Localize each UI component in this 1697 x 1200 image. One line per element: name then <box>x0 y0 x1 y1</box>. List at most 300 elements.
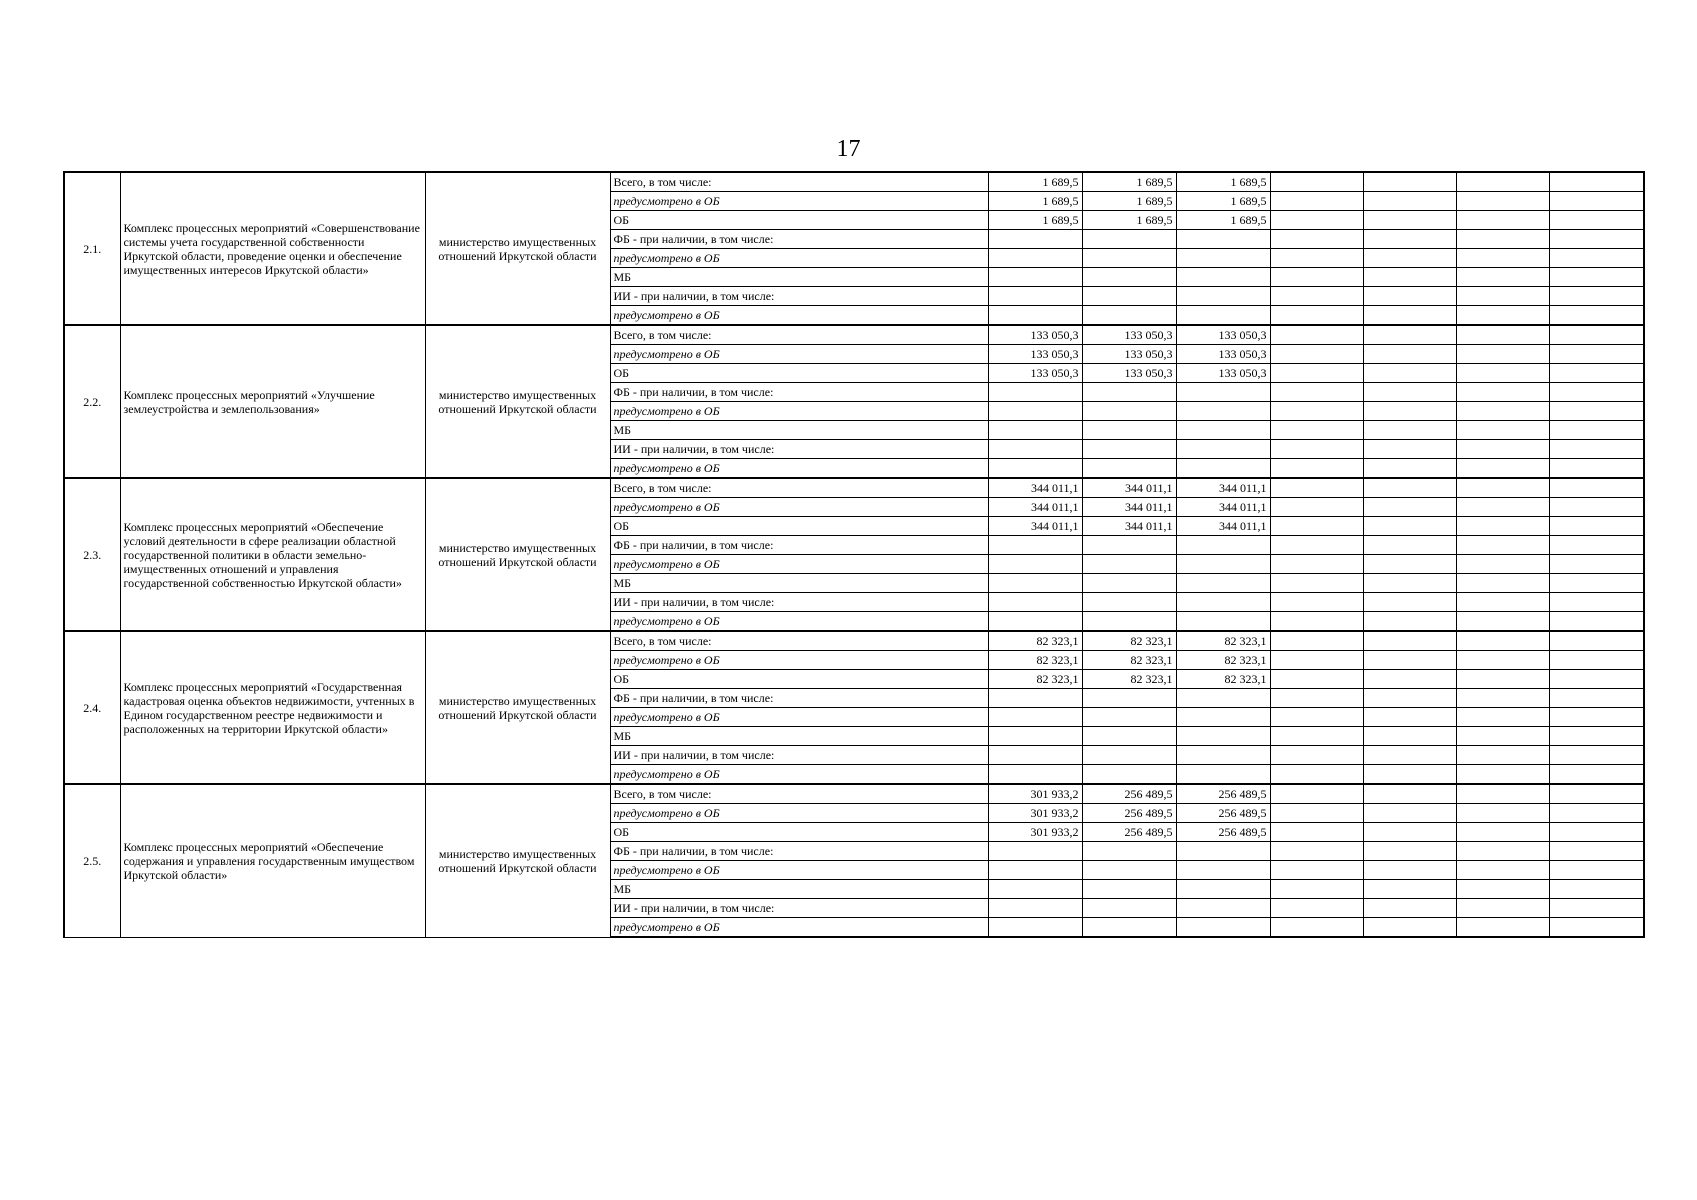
empty-cell <box>1270 823 1363 842</box>
value-cell: 133 050,3 <box>1082 325 1176 345</box>
value-cell: 1 689,5 <box>988 192 1082 211</box>
empty-cell <box>1549 536 1644 555</box>
empty-cell <box>1549 842 1644 861</box>
value-cell: 344 011,1 <box>1176 478 1270 498</box>
funding-source: ФБ - при наличии, в том числе: <box>610 842 988 861</box>
empty-cell <box>1363 325 1456 345</box>
funding-source: МБ <box>610 574 988 593</box>
empty-cell <box>1363 517 1456 536</box>
budget-table <box>63 171 1645 938</box>
funding-source: предусмотрено в ОБ <box>610 402 988 421</box>
value-cell <box>1082 306 1176 326</box>
value-cell <box>1082 842 1176 861</box>
empty-cell <box>1363 364 1456 383</box>
value-cell: 82 323,1 <box>988 670 1082 689</box>
empty-cell <box>1270 383 1363 402</box>
empty-cell <box>1270 631 1363 651</box>
empty-cell <box>1270 421 1363 440</box>
empty-cell <box>1270 192 1363 211</box>
funding-source: Всего, в том числе: <box>610 784 988 804</box>
value-cell <box>988 765 1082 785</box>
empty-cell <box>1456 804 1549 823</box>
funding-source: ФБ - при наличии, в том числе: <box>610 689 988 708</box>
value-cell <box>1176 842 1270 861</box>
executor: министерство имущественных отношений Иркутской области <box>425 631 610 784</box>
value-cell <box>1176 574 1270 593</box>
value-cell <box>1176 536 1270 555</box>
value-cell <box>1082 689 1176 708</box>
funding-source: предусмотрено в ОБ <box>610 708 988 727</box>
empty-cell <box>1456 555 1549 574</box>
value-cell: 256 489,5 <box>1082 804 1176 823</box>
empty-cell <box>1270 287 1363 306</box>
empty-cell <box>1549 172 1644 192</box>
empty-cell <box>1549 804 1644 823</box>
value-cell <box>1082 230 1176 249</box>
empty-cell <box>1270 402 1363 421</box>
item-number: 2.5. <box>64 784 120 937</box>
empty-cell <box>1456 325 1549 345</box>
empty-cell <box>1363 746 1456 765</box>
funding-source: ФБ - при наличии, в том числе: <box>610 383 988 402</box>
funding-source: ИИ - при наличии, в том числе: <box>610 287 988 306</box>
value-cell <box>1082 268 1176 287</box>
value-cell <box>988 727 1082 746</box>
value-cell <box>1176 708 1270 727</box>
empty-cell <box>1456 440 1549 459</box>
funding-source: ФБ - при наличии, в том числе: <box>610 230 988 249</box>
measure-name: Комплекс процессных мероприятий «Совершенствование системы учета государственной собственности Иркутской области, проведение оценки и обеспечение имущественных интересов Иркутской области» <box>120 172 425 325</box>
value-cell <box>1082 459 1176 479</box>
value-cell: 301 933,2 <box>988 784 1082 804</box>
empty-cell <box>1549 478 1644 498</box>
item-number: 2.1. <box>64 172 120 325</box>
value-cell <box>988 555 1082 574</box>
table-row <box>64 631 1644 651</box>
empty-cell <box>1549 708 1644 727</box>
empty-cell <box>1363 459 1456 479</box>
executor: министерство имущественных отношений Иркутской области <box>425 784 610 937</box>
value-cell <box>1082 918 1176 938</box>
empty-cell <box>1363 478 1456 498</box>
value-cell: 82 323,1 <box>1082 651 1176 670</box>
empty-cell <box>1549 383 1644 402</box>
empty-cell <box>1270 918 1363 938</box>
empty-cell <box>1549 498 1644 517</box>
value-cell <box>988 536 1082 555</box>
value-cell <box>1176 689 1270 708</box>
value-cell <box>1176 918 1270 938</box>
empty-cell <box>1549 746 1644 765</box>
funding-source: предусмотрено в ОБ <box>610 804 988 823</box>
empty-cell <box>1363 670 1456 689</box>
empty-cell <box>1456 842 1549 861</box>
value-cell <box>988 287 1082 306</box>
value-cell <box>988 249 1082 268</box>
empty-cell <box>1270 211 1363 230</box>
empty-cell <box>1363 727 1456 746</box>
empty-cell <box>1270 459 1363 479</box>
empty-cell <box>1270 517 1363 536</box>
empty-cell <box>1456 765 1549 785</box>
value-cell: 82 323,1 <box>1176 631 1270 651</box>
empty-cell <box>1363 230 1456 249</box>
value-cell <box>1082 899 1176 918</box>
funding-source: Всего, в том числе: <box>610 325 988 345</box>
empty-cell <box>1549 268 1644 287</box>
funding-source: предусмотрено в ОБ <box>610 861 988 880</box>
empty-cell <box>1270 306 1363 326</box>
value-cell: 133 050,3 <box>1176 345 1270 364</box>
empty-cell <box>1270 842 1363 861</box>
value-cell <box>1082 746 1176 765</box>
empty-cell <box>1363 555 1456 574</box>
value-cell: 133 050,3 <box>1082 364 1176 383</box>
value-cell <box>1176 899 1270 918</box>
value-cell <box>988 268 1082 287</box>
empty-cell <box>1549 593 1644 612</box>
value-cell <box>1176 402 1270 421</box>
empty-cell <box>1363 651 1456 670</box>
value-cell: 344 011,1 <box>988 517 1082 536</box>
empty-cell <box>1549 459 1644 479</box>
empty-cell <box>1456 345 1549 364</box>
empty-cell <box>1549 784 1644 804</box>
empty-cell <box>1270 268 1363 287</box>
empty-cell <box>1270 765 1363 785</box>
value-cell <box>1082 612 1176 632</box>
value-cell <box>1082 440 1176 459</box>
value-cell <box>988 230 1082 249</box>
value-cell <box>1082 861 1176 880</box>
table-body <box>64 172 1644 937</box>
executor: министерство имущественных отношений Иркутской области <box>425 172 610 325</box>
empty-cell <box>1270 689 1363 708</box>
empty-cell <box>1363 268 1456 287</box>
value-cell: 1 689,5 <box>1082 211 1176 230</box>
empty-cell <box>1549 574 1644 593</box>
empty-cell <box>1549 249 1644 268</box>
value-cell <box>988 383 1082 402</box>
empty-cell <box>1270 478 1363 498</box>
empty-cell <box>1270 555 1363 574</box>
empty-cell <box>1363 402 1456 421</box>
empty-cell <box>1456 364 1549 383</box>
empty-cell <box>1270 708 1363 727</box>
value-cell <box>1082 421 1176 440</box>
empty-cell <box>1363 612 1456 632</box>
empty-cell <box>1363 421 1456 440</box>
empty-cell <box>1270 172 1363 192</box>
empty-cell <box>1363 536 1456 555</box>
value-cell <box>988 459 1082 479</box>
value-cell <box>1176 459 1270 479</box>
value-cell <box>1176 765 1270 785</box>
value-cell <box>988 574 1082 593</box>
executor: министерство имущественных отношений Иркутской области <box>425 478 610 631</box>
item-number: 2.4. <box>64 631 120 784</box>
value-cell <box>1082 593 1176 612</box>
value-cell <box>1082 249 1176 268</box>
empty-cell <box>1456 880 1549 899</box>
value-cell: 1 689,5 <box>1176 192 1270 211</box>
empty-cell <box>1270 746 1363 765</box>
funding-source: МБ <box>610 268 988 287</box>
empty-cell <box>1270 899 1363 918</box>
funding-source: ОБ <box>610 364 988 383</box>
empty-cell <box>1363 861 1456 880</box>
value-cell: 82 323,1 <box>988 651 1082 670</box>
empty-cell <box>1456 593 1549 612</box>
empty-cell <box>1270 727 1363 746</box>
empty-cell <box>1270 612 1363 632</box>
value-cell <box>1176 727 1270 746</box>
funding-source: предусмотрено в ОБ <box>610 306 988 326</box>
value-cell: 344 011,1 <box>988 478 1082 498</box>
value-cell <box>1176 440 1270 459</box>
empty-cell <box>1456 823 1549 842</box>
funding-source: предусмотрено в ОБ <box>610 192 988 211</box>
value-cell: 1 689,5 <box>1082 172 1176 192</box>
value-cell: 82 323,1 <box>988 631 1082 651</box>
value-cell <box>1176 383 1270 402</box>
empty-cell <box>1456 536 1549 555</box>
empty-cell <box>1456 899 1549 918</box>
empty-cell <box>1363 287 1456 306</box>
funding-source: ИИ - при наличии, в том числе: <box>610 440 988 459</box>
empty-cell <box>1363 880 1456 899</box>
value-cell <box>1176 306 1270 326</box>
empty-cell <box>1456 383 1549 402</box>
empty-cell <box>1363 631 1456 651</box>
value-cell: 344 011,1 <box>1176 517 1270 536</box>
value-cell <box>1082 555 1176 574</box>
value-cell <box>1176 593 1270 612</box>
empty-cell <box>1363 574 1456 593</box>
value-cell <box>988 708 1082 727</box>
empty-cell <box>1270 651 1363 670</box>
empty-cell <box>1270 364 1363 383</box>
value-cell <box>1176 746 1270 765</box>
measure-name: Комплекс процессных мероприятий «Улучшение землеустройства и землепользования» <box>120 325 425 478</box>
empty-cell <box>1456 689 1549 708</box>
value-cell <box>1176 249 1270 268</box>
empty-cell <box>1549 918 1644 938</box>
empty-cell <box>1456 784 1549 804</box>
empty-cell <box>1456 631 1549 651</box>
empty-cell <box>1456 670 1549 689</box>
empty-cell <box>1363 899 1456 918</box>
value-cell <box>1082 708 1176 727</box>
empty-cell <box>1549 861 1644 880</box>
empty-cell <box>1549 880 1644 899</box>
empty-cell <box>1363 804 1456 823</box>
value-cell: 133 050,3 <box>988 364 1082 383</box>
empty-cell <box>1363 765 1456 785</box>
funding-source: ОБ <box>610 211 988 230</box>
funding-source: Всего, в том числе: <box>610 631 988 651</box>
empty-cell <box>1363 249 1456 268</box>
empty-cell <box>1456 708 1549 727</box>
value-cell <box>988 440 1082 459</box>
empty-cell <box>1363 823 1456 842</box>
funding-source: предусмотрено в ОБ <box>610 765 988 785</box>
value-cell <box>1082 765 1176 785</box>
empty-cell <box>1456 249 1549 268</box>
funding-source: предусмотрено в ОБ <box>610 498 988 517</box>
empty-cell <box>1456 746 1549 765</box>
value-cell <box>1176 861 1270 880</box>
empty-cell <box>1363 689 1456 708</box>
value-cell: 1 689,5 <box>988 172 1082 192</box>
value-cell <box>1176 268 1270 287</box>
empty-cell <box>1549 440 1644 459</box>
funding-source: предусмотрено в ОБ <box>610 459 988 479</box>
empty-cell <box>1549 230 1644 249</box>
empty-cell <box>1549 517 1644 536</box>
table-row <box>64 784 1644 804</box>
empty-cell <box>1456 861 1549 880</box>
empty-cell <box>1270 861 1363 880</box>
value-cell: 344 011,1 <box>1176 498 1270 517</box>
funding-source: ОБ <box>610 517 988 536</box>
empty-cell <box>1549 555 1644 574</box>
value-cell: 82 323,1 <box>1082 670 1176 689</box>
value-cell <box>1176 880 1270 899</box>
value-cell <box>1082 402 1176 421</box>
empty-cell <box>1549 287 1644 306</box>
value-cell <box>1176 555 1270 574</box>
item-number: 2.3. <box>64 478 120 631</box>
empty-cell <box>1270 593 1363 612</box>
empty-cell <box>1456 459 1549 479</box>
empty-cell <box>1270 345 1363 364</box>
value-cell: 133 050,3 <box>1176 325 1270 345</box>
measure-name: Комплекс процессных мероприятий «Государственная кадастровая оценка объектов недвижимости, учтенных в Едином государственном реестре недвижимости и расположенных на территории Иркутской области» <box>120 631 425 784</box>
empty-cell <box>1549 325 1644 345</box>
value-cell <box>1082 574 1176 593</box>
empty-cell <box>1270 784 1363 804</box>
empty-cell <box>1456 517 1549 536</box>
empty-cell <box>1363 211 1456 230</box>
value-cell <box>988 918 1082 938</box>
funding-source: МБ <box>610 421 988 440</box>
funding-source: предусмотрено в ОБ <box>610 555 988 574</box>
value-cell <box>1176 421 1270 440</box>
value-cell: 133 050,3 <box>1082 345 1176 364</box>
page-number: 17 <box>836 136 861 162</box>
funding-source: предусмотрено в ОБ <box>610 345 988 364</box>
empty-cell <box>1456 651 1549 670</box>
value-cell: 82 323,1 <box>1082 631 1176 651</box>
value-cell: 256 489,5 <box>1176 784 1270 804</box>
empty-cell <box>1549 402 1644 421</box>
empty-cell <box>1456 230 1549 249</box>
value-cell: 133 050,3 <box>1176 364 1270 383</box>
empty-cell <box>1549 899 1644 918</box>
empty-cell <box>1270 804 1363 823</box>
value-cell <box>988 746 1082 765</box>
table-row <box>64 172 1644 192</box>
funding-source: ИИ - при наличии, в том числе: <box>610 899 988 918</box>
value-cell: 1 689,5 <box>1176 172 1270 192</box>
value-cell <box>1082 383 1176 402</box>
empty-cell <box>1270 440 1363 459</box>
empty-cell <box>1363 498 1456 517</box>
empty-cell <box>1549 670 1644 689</box>
value-cell <box>988 612 1082 632</box>
value-cell: 256 489,5 <box>1082 784 1176 804</box>
empty-cell <box>1456 612 1549 632</box>
measure-name: Комплекс процессных мероприятий «Обеспечение содержания и управления государственным имуществом Иркутской области» <box>120 784 425 937</box>
value-cell: 256 489,5 <box>1176 823 1270 842</box>
value-cell <box>988 402 1082 421</box>
empty-cell <box>1270 536 1363 555</box>
value-cell <box>1082 287 1176 306</box>
measure-name: Комплекс процессных мероприятий «Обеспечение условий деятельности в сфере реализации областной государственной политики в области земельно-имущественных отношений и управления государственной собственностью Иркутской области» <box>120 478 425 631</box>
empty-cell <box>1363 345 1456 364</box>
value-cell <box>988 899 1082 918</box>
empty-cell <box>1549 612 1644 632</box>
value-cell: 301 933,2 <box>988 823 1082 842</box>
value-cell: 344 011,1 <box>1082 498 1176 517</box>
empty-cell <box>1270 230 1363 249</box>
funding-source: ОБ <box>610 670 988 689</box>
value-cell <box>988 689 1082 708</box>
empty-cell <box>1363 784 1456 804</box>
funding-source: ОБ <box>610 823 988 842</box>
empty-cell <box>1549 727 1644 746</box>
empty-cell <box>1549 306 1644 326</box>
empty-cell <box>1549 651 1644 670</box>
empty-cell <box>1549 765 1644 785</box>
funding-source: МБ <box>610 880 988 899</box>
value-cell: 344 011,1 <box>1082 478 1176 498</box>
empty-cell <box>1363 440 1456 459</box>
empty-cell <box>1270 325 1363 345</box>
empty-cell <box>1363 192 1456 211</box>
empty-cell <box>1456 211 1549 230</box>
value-cell <box>1176 287 1270 306</box>
funding-source: предусмотрено в ОБ <box>610 651 988 670</box>
funding-source: предусмотрено в ОБ <box>610 612 988 632</box>
empty-cell <box>1270 249 1363 268</box>
table-row <box>64 325 1644 345</box>
empty-cell <box>1456 574 1549 593</box>
funding-source: ИИ - при наличии, в том числе: <box>610 593 988 612</box>
table-row <box>64 478 1644 498</box>
value-cell: 1 689,5 <box>988 211 1082 230</box>
funding-source: МБ <box>610 727 988 746</box>
empty-cell <box>1363 593 1456 612</box>
funding-source: Всего, в том числе: <box>610 478 988 498</box>
item-number: 2.2. <box>64 325 120 478</box>
value-cell: 1 689,5 <box>1082 192 1176 211</box>
empty-cell <box>1456 192 1549 211</box>
empty-cell <box>1549 631 1644 651</box>
value-cell: 344 011,1 <box>1082 517 1176 536</box>
empty-cell <box>1363 842 1456 861</box>
empty-cell <box>1363 306 1456 326</box>
empty-cell <box>1456 478 1549 498</box>
empty-cell <box>1363 383 1456 402</box>
empty-cell <box>1549 689 1644 708</box>
value-cell <box>1176 230 1270 249</box>
empty-cell <box>1549 823 1644 842</box>
value-cell: 82 323,1 <box>1176 670 1270 689</box>
value-cell: 344 011,1 <box>988 498 1082 517</box>
empty-cell <box>1270 574 1363 593</box>
